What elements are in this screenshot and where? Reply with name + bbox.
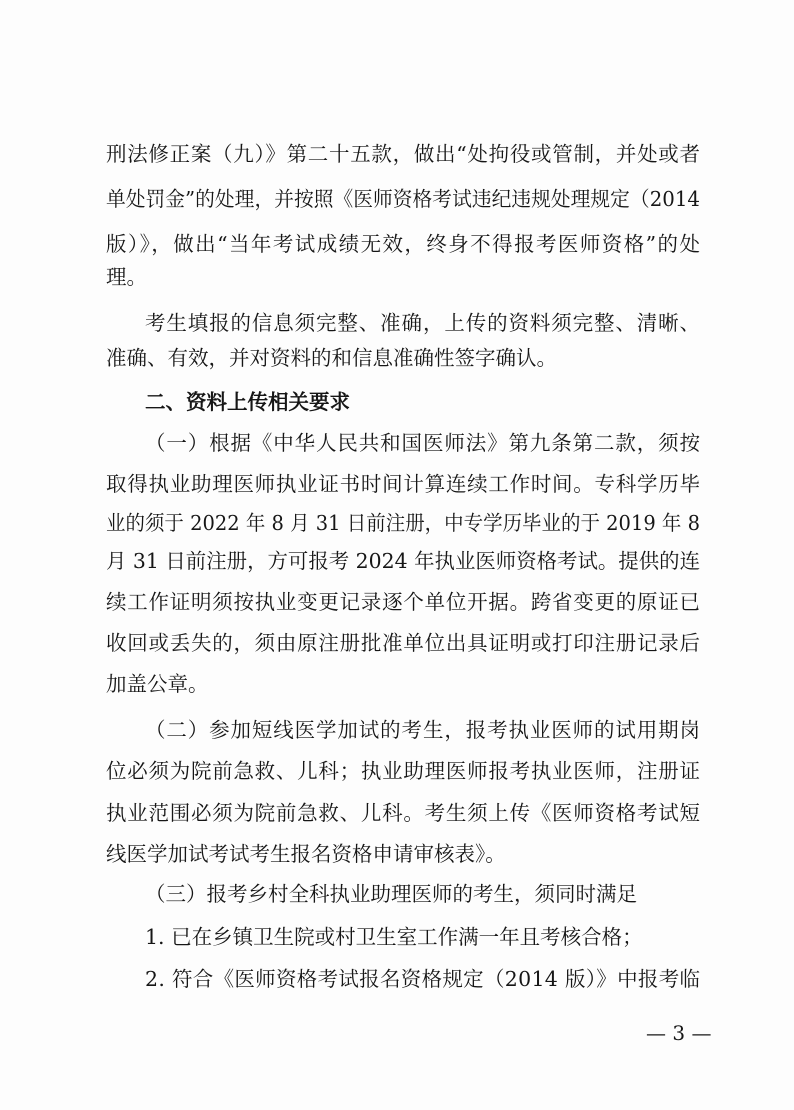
paragraph-line: 版）》，做出“当年考试成绩无效，终身不得报考医师资格”的处 (106, 232, 702, 256)
paragraph-line: 2. 符合《医师资格考试报名资格规定（2014 版）》中报考临 (145, 967, 701, 991)
paragraph-line: 业的须于 2022 年 8 月 31 日前注册，中专学历毕业的于 2019 年 8 (106, 511, 700, 535)
paragraph-line: 线医学加试考试考生报名资格申请审核表》。 (106, 842, 506, 866)
page-number: — 3 — (646, 1021, 712, 1045)
paragraph-line: （一）根据《中华人民共和国医师法》第九条第二款，须按 (145, 431, 701, 455)
paragraph-line: （三）报考乡村全科执业助理医师的考生，须同时满足 (145, 882, 637, 906)
section-heading: 二、资料上传相关要求 (145, 390, 350, 414)
paragraph-line: 刑法修正案（九）》第二十五款，做出“处拘役或管制，并处或者 (106, 142, 701, 166)
paragraph-line: 续工作证明须按执业变更记录逐个单位开据。跨省变更的原证已 (106, 590, 701, 614)
paragraph-line: 位必须为院前急救、儿科；执业助理医师报考执业医师，注册证 (106, 759, 701, 783)
paragraph-line: 理。 (106, 265, 147, 289)
paragraph-line: 加盖公章。 (106, 672, 209, 696)
paragraph-line: 1. 已在乡镇卫生院或村卫生室工作满一年且考核合格； (145, 925, 643, 949)
paragraph-line: 执业范围必须为院前急救、儿科。考生须上传《医师资格考试短 (106, 801, 701, 825)
paragraph-line: 准确、有效，并对资料的和信息准确性签字确认。 (106, 346, 557, 370)
paragraph-line: 单处罚金”的处理，并按照《医师资格考试违纪违规处理规定（2014 (106, 187, 700, 211)
paragraph-line: 月 31 日前注册，方可报考 2024 年执业医师资格考试。提供的连 (106, 549, 700, 573)
paragraph-line: 取得执业助理医师执业证书时间计算连续工作时间。专科学历毕 (106, 472, 701, 496)
paragraph-line: 考生填报的信息须完整、准确，上传的资料须完整、清晰、 (145, 311, 701, 335)
paragraph-line: （二）参加短线医学加试的考生，报考执业医师的试用期岗 (145, 718, 701, 742)
paragraph-line: 收回或丢失的，须由原注册批准单位出具证明或打印注册记录后 (106, 631, 701, 655)
